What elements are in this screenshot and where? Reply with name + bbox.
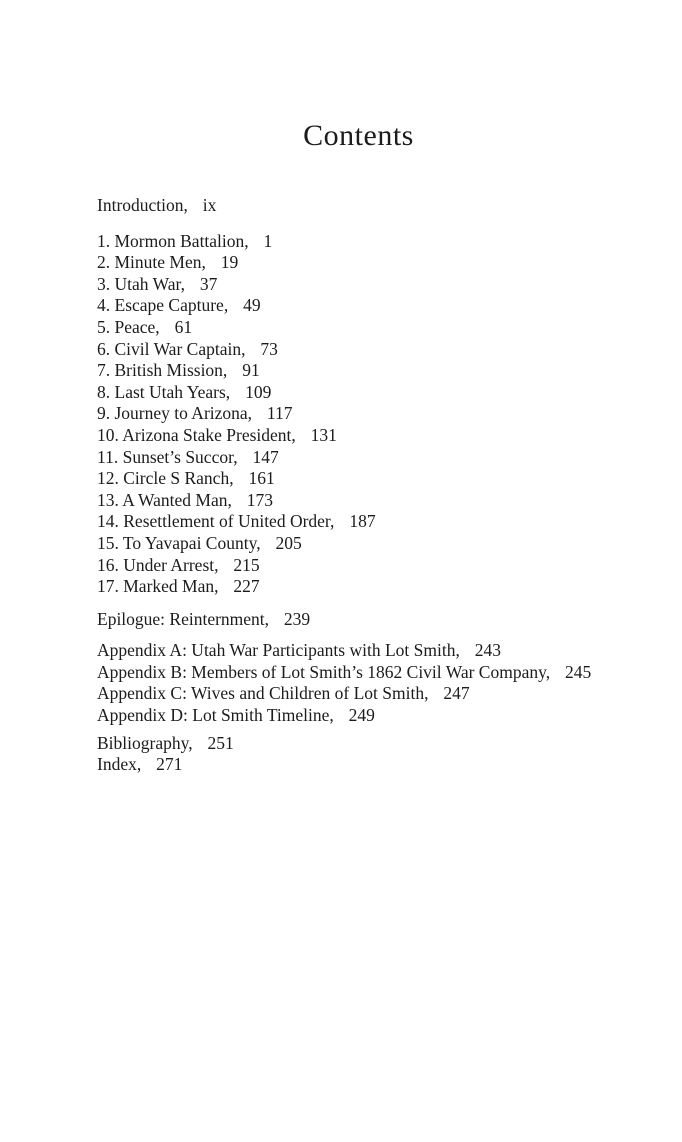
toc-entry-label: 16. Under Arrest,: [97, 554, 219, 575]
toc-entry: [97, 360, 620, 382]
toc-entry: [97, 609, 620, 631]
toc-entry-label: 11. Sunset’s Succor,: [97, 446, 238, 467]
toc-entry-page: 247: [443, 683, 470, 704]
toc-group-epilogue: [97, 609, 620, 631]
toc-entry-label: Appendix B: Members of Lot Smith’s 1862 Civil War Company,: [97, 661, 551, 682]
toc-entry: [97, 274, 620, 296]
toc-entry-label: 15. To Yavapai County,: [97, 532, 261, 553]
toc-content: [97, 118, 620, 776]
toc-entry: [97, 382, 620, 404]
toc-entry: [97, 447, 620, 469]
toc-entry-page: 73: [260, 338, 278, 359]
toc-entry-label: 13. A Wanted Man,: [97, 489, 232, 510]
toc-entry-page: ix: [202, 195, 217, 215]
toc-entry-page: 239: [283, 608, 311, 629]
toc-entry: [97, 339, 620, 361]
toc-entry: [97, 640, 620, 662]
toc-entry-label: 8. Last Utah Years,: [97, 381, 231, 402]
toc-entry-label: Introduction,: [97, 195, 188, 215]
toc-entry-page: 249: [348, 705, 375, 726]
toc-entry-label: 12. Circle S Ranch,: [97, 468, 234, 489]
toc-entry-label: 3. Utah War,: [97, 273, 185, 294]
toc-entry: [97, 683, 620, 705]
toc-entry-label: 17. Marked Man,: [97, 576, 219, 597]
toc-entry-label: 5. Peace,: [97, 316, 160, 337]
page-title: Contents: [303, 119, 414, 152]
toc-group-introduction: [97, 195, 620, 217]
toc-entry-label: 14. Resettlement of United Order,: [97, 511, 335, 532]
toc-entry-page: 243: [474, 640, 501, 661]
toc-entry: [97, 231, 620, 253]
toc-entry: [97, 468, 620, 490]
toc-entry-label: 7. British Mission,: [97, 360, 228, 381]
toc-entry: [97, 252, 620, 274]
toc-entry: [97, 295, 620, 317]
toc-entry: [97, 576, 620, 598]
toc-entry-page: 173: [246, 489, 273, 510]
toc-entry-label: Index,: [97, 754, 142, 775]
toc-entry-page: 147: [252, 446, 279, 467]
toc-group-appendices: [97, 640, 620, 726]
toc-entry-label: Epilogue: Reinternment,: [97, 608, 270, 629]
toc-entry-page: 19: [220, 252, 239, 273]
toc-entry-page: 1: [263, 230, 273, 251]
toc-entry-page: 227: [233, 576, 260, 597]
toc-entry-page: 131: [310, 424, 337, 445]
toc-entry-label: Appendix D: Lot Smith Timeline,: [97, 705, 334, 726]
toc-entry: [97, 555, 620, 577]
toc-entry-page: 271: [156, 754, 183, 775]
toc-entry-label: 9. Journey to Arizona,: [97, 403, 253, 424]
toc-entry-page: 109: [245, 381, 272, 402]
toc-entry: [97, 195, 620, 217]
toc-entry-label: 1. Mormon Battalion,: [97, 230, 249, 251]
toc-entry: [97, 754, 620, 776]
toc-entry: [97, 533, 620, 555]
toc-entry-page: 49: [243, 295, 261, 316]
toc-entry-label: 4. Escape Capture,: [97, 295, 229, 316]
toc-entry-page: 117: [266, 403, 293, 424]
toc-entry-label: 10. Arizona Stake President,: [97, 424, 296, 445]
toc-entry: [97, 662, 620, 684]
toc-entry: [97, 403, 620, 425]
toc-group-chapters: [97, 231, 620, 598]
toc-entry: [97, 705, 620, 727]
toc-entry-page: 161: [248, 468, 275, 489]
toc-entry-label: Appendix C: Wives and Children of Lot Smith,: [97, 683, 429, 704]
toc-entry-page: 91: [242, 360, 260, 381]
toc-entry-page: 61: [174, 316, 193, 337]
toc-entry: [97, 425, 620, 447]
toc-entry-page: 215: [233, 554, 260, 575]
toc-entry: [97, 317, 620, 339]
toc-group-back-matter: [97, 733, 620, 776]
toc-entry: [97, 511, 620, 533]
toc-entry: [97, 733, 620, 755]
toc-entry-label: 6. Civil War Captain,: [97, 338, 246, 359]
toc-entry-page: 251: [207, 732, 234, 753]
toc-entry-label: Bibliography,: [97, 732, 193, 753]
toc-entry-page: 205: [275, 532, 302, 553]
toc-entry-label: 2. Minute Men,: [97, 252, 206, 273]
toc-entry-page: 187: [349, 511, 376, 532]
toc-entry-page: 37: [199, 273, 218, 294]
toc-entry-label: Appendix A: Utah War Participants with Lot Smith,: [97, 640, 460, 661]
toc-entry: [97, 490, 620, 512]
toc-entry-page: 245: [564, 661, 592, 682]
book-page: [0, 118, 682, 1142]
